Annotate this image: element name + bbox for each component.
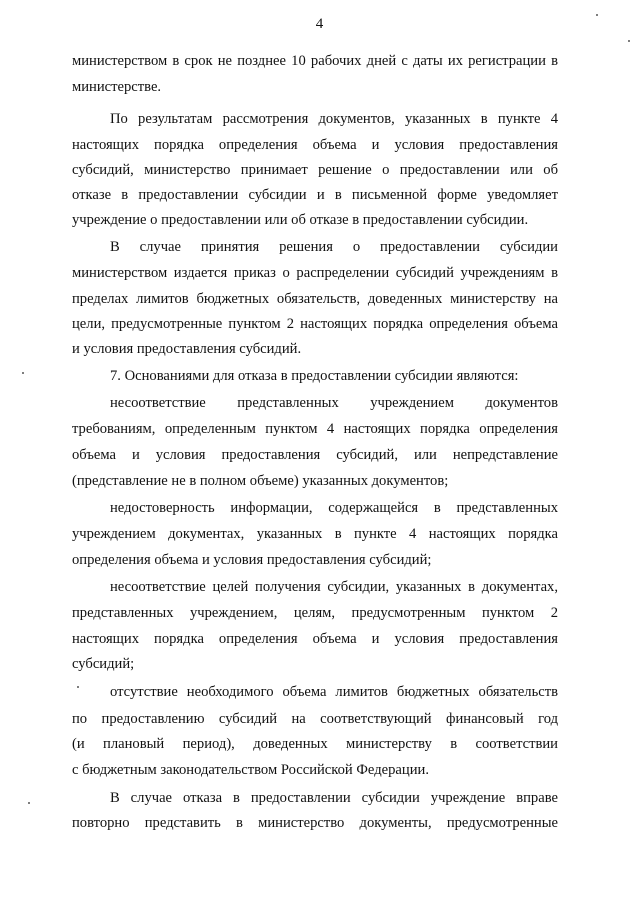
text-line: В случае отказа в предоставлении субсидии учреждение вправе	[110, 790, 558, 806]
text-line: субсидий;	[72, 656, 135, 672]
text-line: несоответствие целей получения субсидии, указанных в документах,	[110, 579, 558, 595]
text-line: повторно представить в министерство документы, предусмотренные	[72, 815, 558, 831]
text-line: министерством в срок не позднее 10 рабочих дней с даты их регистрации в	[72, 53, 558, 69]
text-line: определения объема и условия предоставления субсидий;	[72, 552, 432, 568]
text-line: с бюджетным законодательством Российской Федерации.	[72, 762, 429, 778]
text-line: объема и условия предоставления субсидий, или непредставление	[72, 447, 558, 463]
text-line: настоящих порядка определения объема и условия предоставления	[72, 137, 558, 153]
text-line: министерстве.	[72, 79, 162, 95]
text-line: отказе в предоставлении субсидии и в письменной форме уведомляет	[72, 187, 558, 203]
text-line: В случае принятия решения о предоставлении субсидии	[110, 239, 558, 255]
text-line: учреждение о предоставлении или об отказе в предоставлении субсидии.	[72, 212, 529, 228]
page-number: 4	[315, 16, 324, 32]
text-line: представленных учреждением, целям, предусмотренным пунктом 2	[72, 605, 558, 621]
text-line: министерством издается приказ о распределении субсидий учреждениям в	[72, 265, 558, 281]
scan-speck	[628, 40, 630, 42]
text-line: отсутствие необходимого объема лимитов бюджетных обязательств	[110, 684, 558, 700]
text-line: По результатам рассмотрения документов, указанных в пункте 4	[110, 111, 558, 127]
scan-speck	[596, 14, 598, 16]
scan-speck	[22, 372, 24, 374]
text-line: несоответствие представленных учреждением документов	[110, 395, 558, 411]
text-line: 7. Основаниями для отказа в предоставлении субсидии являются:	[110, 368, 519, 384]
text-line: (и плановый период), доведенных министерству в соответствии	[72, 736, 558, 752]
scan-speck	[77, 686, 79, 688]
text-line: (представление не в полном объеме) указанных документов;	[72, 473, 449, 489]
text-line: учреждением документах, указанных в пункте 4 настоящих порядка	[72, 526, 558, 542]
text-line: и условия предоставления субсидий.	[72, 341, 302, 357]
text-line: недостоверность информации, содержащейся в представленных	[110, 500, 558, 516]
text-line: по предоставлению субсидий на соответствующий финансовый год	[72, 711, 558, 727]
text-line: субсидий, министерство принимает решение о предоставлении или об	[72, 162, 558, 178]
text-line: настоящих порядка определения объема и условия предоставления	[72, 631, 558, 647]
text-line: пределах лимитов бюджетных обязательств, доведенных министерству на	[72, 291, 558, 307]
text-line: требованиям, определенным пунктом 4 настоящих порядка определения	[72, 421, 558, 437]
text-line: цели, предусмотренные пунктом 2 настоящих порядка определения объема	[72, 316, 558, 332]
scan-speck	[28, 802, 30, 804]
